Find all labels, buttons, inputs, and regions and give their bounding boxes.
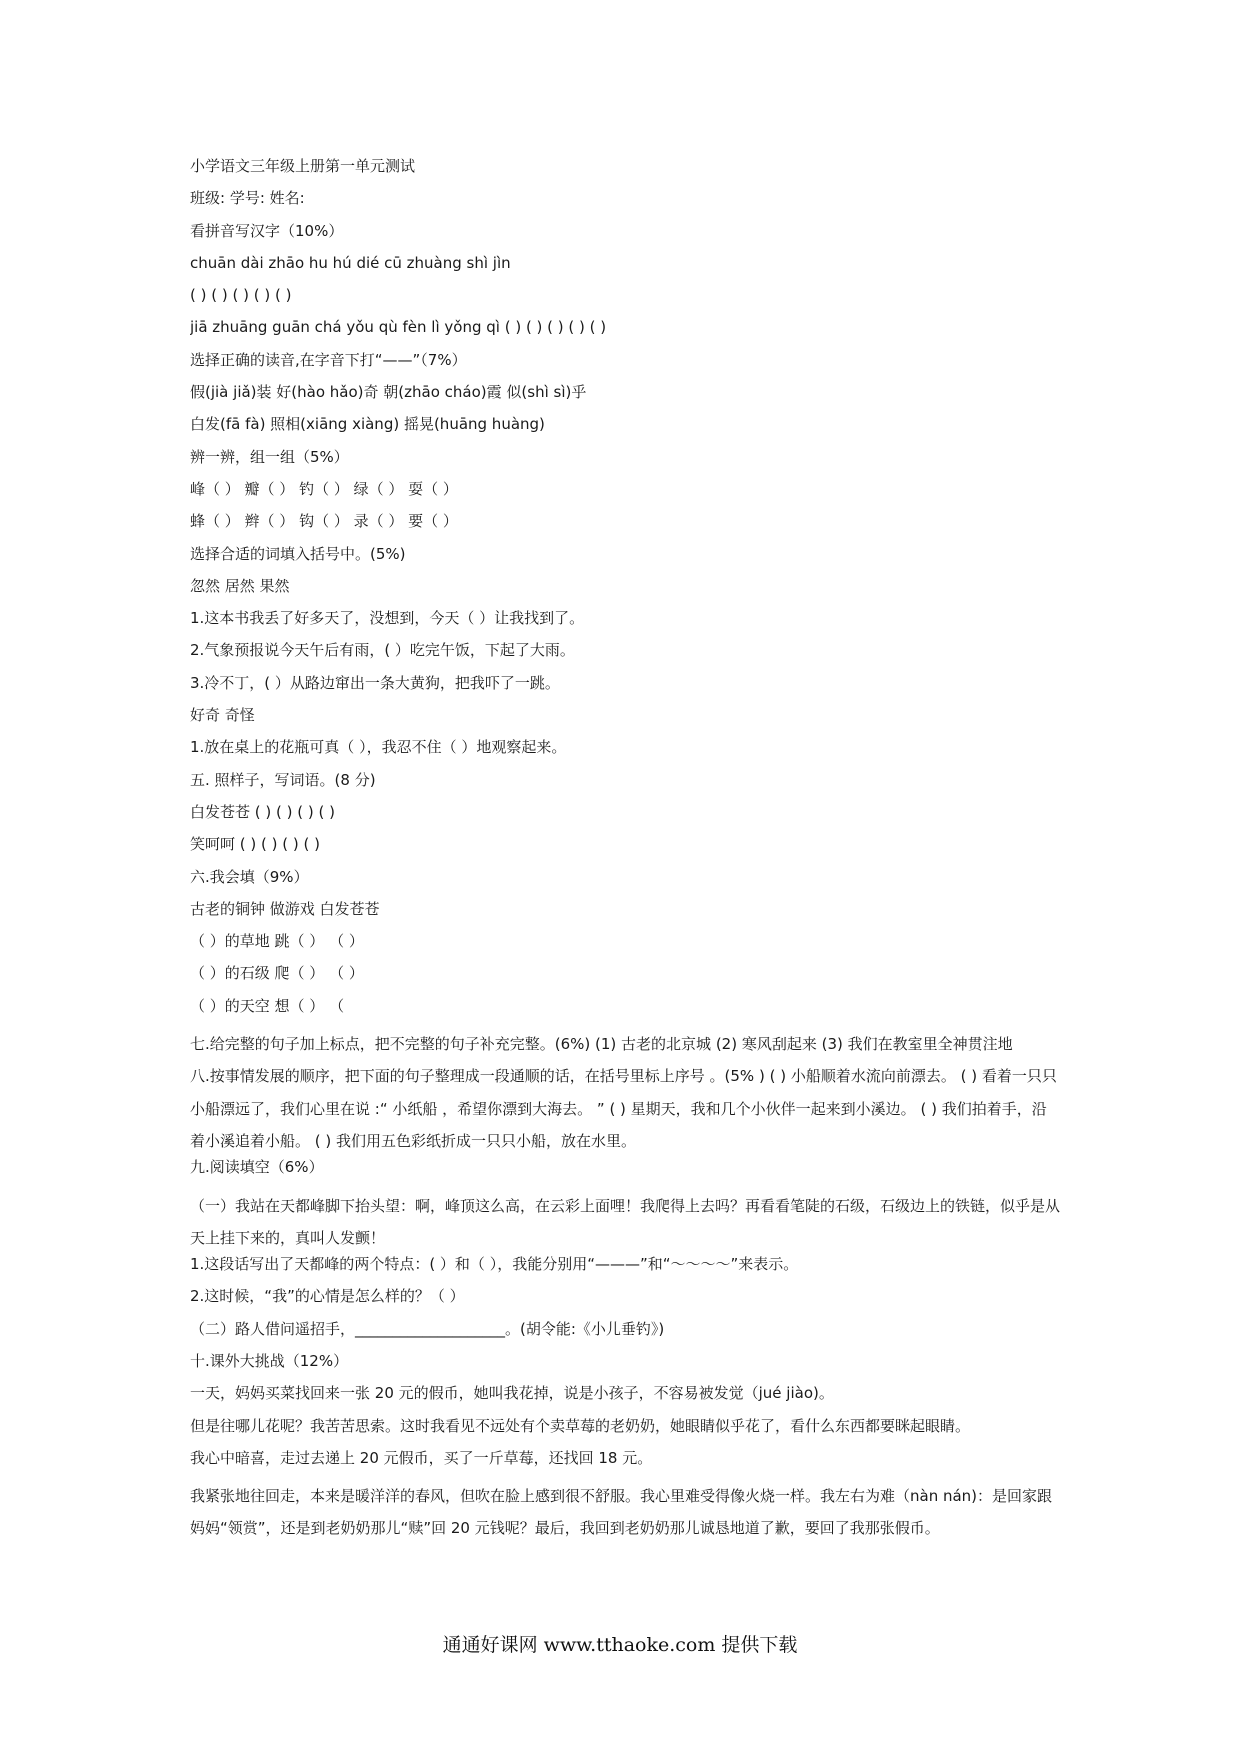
question-line: 1.这本书我丢了好多天了，没想到，今天（ ）让我找到了。 xyxy=(190,609,585,628)
question-line: 假(jià jiǎ)装 好(hào hǎo)奇 朝(zhāo cháo)霞 似(shì sì)乎 xyxy=(190,383,587,402)
student-info-line: 班级: 学号: 姓名: xyxy=(190,189,305,208)
question-line: 3.冷不丁，( ）从路边窜出一条大黄狗，把我吓了一跳。 xyxy=(190,673,560,692)
question-line: 2.这时候，“我”的心情是怎么样的？（ ） xyxy=(190,1287,465,1306)
question-line: 峰（ ） 瓣（ ） 钓（ ） 绿（ ） 耍（ ） xyxy=(190,479,458,498)
question-line: 白发苍苍 ( ) ( ) ( ) ( ) xyxy=(190,802,335,821)
story-paragraph: 一天，妈妈买菜找回来一张 20 元的假币，她叫我花掉，说是小孩子，不容易被发觉（jué jiào)。 xyxy=(190,1384,834,1403)
word-options: 忽然 居然 果然 xyxy=(190,576,290,595)
section-heading: 辨一辨，组一组（5%） xyxy=(190,447,349,466)
section-heading: 看拼音写汉字（10%） xyxy=(190,221,344,240)
question-line: （ ）的天空 想（ ） （ xyxy=(190,996,345,1015)
reading-passage: （一）我站在天都峰脚下抬头望：啊，峰顶这么高，在云彩上面哩！我爬得上去吗？再看看笔陡的石级，石级边上的铁链，似乎是从天上挂下来的，真叫人发颤！ xyxy=(190,1196,1061,1247)
question-line: （ ）的石级 爬（ ） （ ） xyxy=(190,964,364,983)
word-options: 好奇 奇怪 xyxy=(190,706,255,725)
section-paragraph: 七.给完整的句子加上标点，把不完整的句子补充完整。(6%) (1) 古老的北京城 (2) 寒风刮起来 (3) 我们在教室里全神贯注地 xyxy=(190,1035,1013,1054)
question-line: 古老的铜钟 做游戏 白发苍苍 xyxy=(190,899,380,918)
section-paragraph: 八.按事情发展的顺序，把下面的句子整理成一段通顺的话，在括号里标上序号 。(5% ) ( ) 小船顺着水流向前漂去。 ( ) 看着一只只小船漂远了，我们心里在说 :“ 小纸船 ，希望你漂到大海去。 ” ( ) 星期天，我和几个小伙伴一起来到小溪边。 ( ) 我们拍着手，沿着小溪追着小船。 ( ) 我们用五色彩纸折成一只只小船，放在水里。 xyxy=(190,1067,1057,1150)
section-heading: 十.课外大挑战（12%） xyxy=(190,1351,349,1370)
blank-row: ( ) ( ) ( ) ( ) ( ) xyxy=(190,286,292,305)
story-paragraph: 但是往哪儿花呢？我苦苦思索。这时我看见不远处有个卖草莓的老奶奶，她眼睛似乎花了，看什么东西都要眯起眼睛。 xyxy=(190,1416,971,1435)
pinyin-row: jiā zhuāng guān chá yǒu qù fèn lì yǒng qì ( ) ( ) ( ) ( ) ( ) xyxy=(190,318,607,337)
section-heading: 五. 照样子，写词语。(8 分) xyxy=(190,770,376,789)
question-line: 白发(fā fà) 照相(xiāng xiàng) 摇晃(huāng huàng) xyxy=(190,415,545,434)
doc-title: 小学语文三年级上册第一单元测试 xyxy=(190,157,416,175)
section-heading: 九.阅读填空（6%） xyxy=(190,1158,324,1177)
question-line: 笑呵呵 ( ) ( ) ( ) ( ) xyxy=(190,835,320,854)
question-line: 1.这段话写出了天都峰的两个特点：( ）和（ ），我能分别用“———”和“～～～～”来表示。 xyxy=(190,1255,799,1274)
question-line: （ ）的草地 跳（ ） （ ） xyxy=(190,932,364,951)
document-body xyxy=(190,156,1060,1545)
section-heading: 选择正确的读音,在字音下打“——”（7%） xyxy=(190,350,467,369)
story-paragraph: 我紧张地往回走，本来是暖洋洋的春风，但吹在脸上感到很不舒服。我心里难受得像火烧一样。我左右为难（nàn nán)：是回家跟妈妈“领赏”，还是到老奶奶那儿“赎”回 20 元钱呢？最后，我回到老奶奶那儿诚恳地道了歉，要回了我那张假币。 xyxy=(190,1487,1053,1538)
download-footer: 通通好课网 www.tthaoke.com 提供下载 xyxy=(442,1634,798,1656)
question-line: （二）路人借问遥招手，____________________。(胡令能:《小儿垂钓》) xyxy=(190,1319,665,1338)
section-heading: 选择合适的词填入括号中。(5%) xyxy=(190,544,406,563)
question-line: 2.气象预报说今天午后有雨，( ）吃完午饭，下起了大雨。 xyxy=(190,641,575,660)
question-line: 蜂（ ） 辫（ ） 钩（ ） 录（ ） 要（ ） xyxy=(190,512,458,531)
story-paragraph: 我心中暗喜，走过去递上 20 元假币，买了一斤草莓，还找回 18 元。 xyxy=(190,1448,653,1467)
question-line: 1.放在桌上的花瓶可真（ ），我忍不住（ ）地观察起来。 xyxy=(190,738,567,757)
pinyin-row: chuān dài zhāo hu hú dié cū zhuàng shì jìn xyxy=(190,253,511,272)
section-heading: 六.我会填（9%） xyxy=(190,867,309,886)
